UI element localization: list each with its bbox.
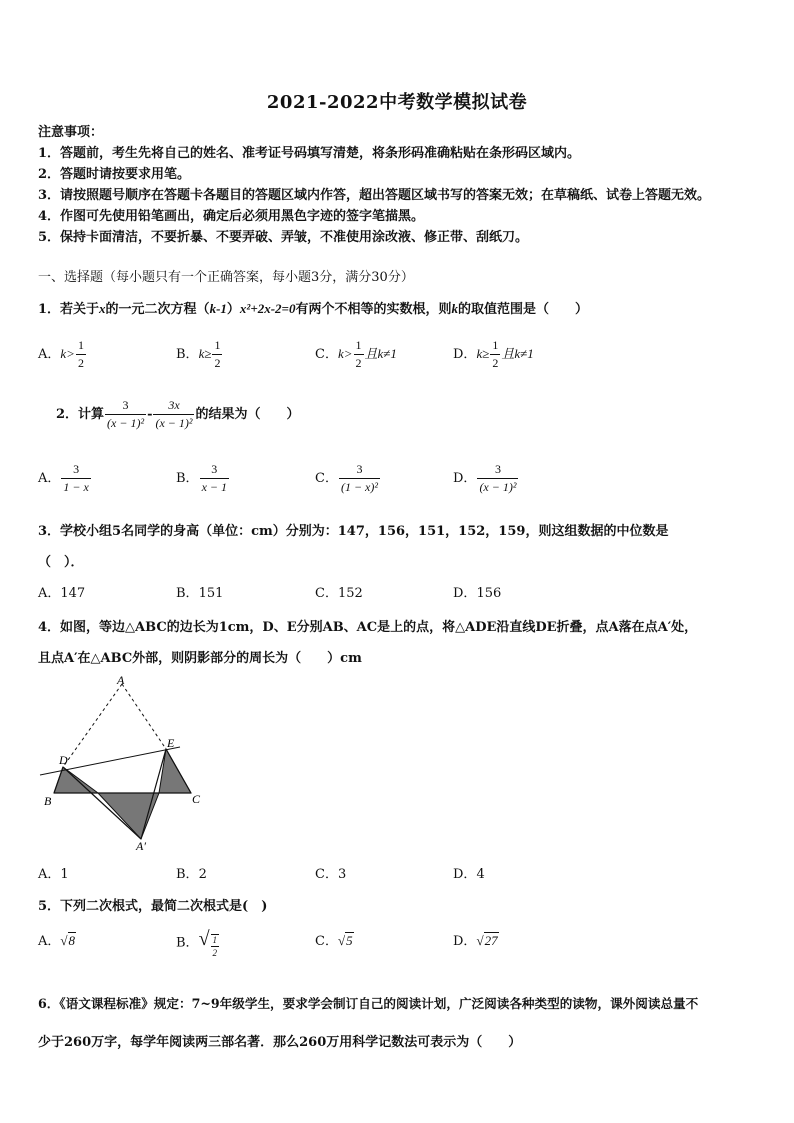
q4-stem: 4．如图，等边△ABC的边长为1cm，D、E分别AB、AC是上的点，将△ADE沿直线DE折叠，点A落在点A′处， <box>38 620 698 635</box>
shaded-triangle-bottom <box>98 793 159 839</box>
label-e: E <box>167 736 175 750</box>
q5-option-c[interactable]: C．√5 <box>315 933 353 949</box>
dashed-ad <box>63 684 122 767</box>
q1-option-d[interactable]: D．k≥ $\frac{1}{2}$ 且k≠1 <box>453 338 534 370</box>
q4-option-c[interactable]: C．3 <box>315 867 347 882</box>
q5-stem: 5．下列二次根式，最简二次根式是( ) <box>38 899 268 914</box>
label-d: D <box>59 753 68 767</box>
q2-option-b[interactable]: B． $\frac{3}{x - 1}$ <box>176 462 227 494</box>
label-b: B <box>44 794 52 808</box>
q3-stem: 3．学校小组5名同学的身高（单位：cm）分别为：147，156，151，152，159，则这组数据的中位数是 <box>38 524 669 539</box>
section-heading: 一、选择题（每小题只有一个正确答案，每小题3分，满分30分） <box>38 270 414 285</box>
q3-option-c[interactable]: C．152 <box>315 586 363 601</box>
page-title: 2021-2022中考数学模拟试卷 <box>266 92 528 113</box>
q1-option-a[interactable]: A．k> $\frac{1}{2}$ <box>38 338 84 370</box>
q2-option-c[interactable]: C． $\frac{3}{\text{(1 − x)²}}$ <box>315 462 378 494</box>
dashed-ae <box>122 684 166 749</box>
q2-option-a[interactable]: A． $\frac{3}{1 - x}$ <box>38 462 89 494</box>
q3-option-a[interactable]: A．147 <box>38 586 86 601</box>
q1-option-c[interactable]: C．k> $\frac{1}{2}$ 且k≠1 <box>315 338 397 370</box>
q4-triangle-figure <box>30 672 220 854</box>
q5-option-a[interactable]: A．√8 <box>38 933 76 949</box>
notice-item-3: 3．请按照题号顺序在答题卡各题目的答题区域内作答，超出答题区域书写的答案无效；在草稿纸、试卷上答题无效。 <box>38 188 711 203</box>
q4-stem-2: 且点A′在△ABC外部，则阴影部分的周长为（ ）cm <box>38 651 362 666</box>
q4-option-d[interactable]: D．4 <box>453 867 485 882</box>
notice-heading: 注意事项： <box>38 125 104 140</box>
q1-stem: 1．若关于x的一元二次方程（k-1）x²+2x-2=0有两个不相等的实数根，则k的取值范围是（ ） <box>38 301 588 317</box>
q6-stem: 6．《语文课程标准》规定：7~9年级学生，要求学会制订自己的阅读计划，广泛阅读各种类型的读物，课外阅读总量不 <box>38 996 699 1011</box>
q5-option-d[interactable]: D．√27 <box>453 933 498 949</box>
label-c: C <box>192 792 201 806</box>
label-a: A <box>117 673 125 687</box>
q4-option-a[interactable]: A．1 <box>38 867 69 882</box>
q2-option-d[interactable]: D． $\frac{3}{\text{(x − 1)²}}$ <box>453 462 517 494</box>
q3-stem-2: （ ）． <box>38 555 84 570</box>
q2-stem: 2．计算 $\frac{3}{\text{(x − 1)²}}$ - $\frac{3x}{\text{(x − 1)²}}$ 的结果为（ ） <box>56 398 300 430</box>
q6-stem-2: 少于260万字，每学年阅读两三部名著．那么260万用科学记数法可表示为（ ） <box>38 1035 522 1050</box>
q3-option-b[interactable]: B．151 <box>176 586 224 601</box>
q5-option-b[interactable]: B．√ $\frac{1}{2}$ <box>176 928 218 958</box>
notice-item-4: 4．作图可先使用铅笔画出，确定后必须用黑色字迹的签字笔描黑。 <box>38 209 425 224</box>
label-a-prime: A′ <box>136 839 146 853</box>
q1-option-b[interactable]: B．k≥ $\frac{1}{2}$ <box>176 338 221 370</box>
q4-option-b[interactable]: B．2 <box>176 867 207 882</box>
notice-item-1: 1．答题前，考生先将自己的姓名、准考证号码填写清楚，将条形码准确粘贴在条形码区域内。 <box>38 146 581 161</box>
notice-item-2: 2．答题时请按要求用笔。 <box>38 167 191 182</box>
notice-item-5: 5．保持卡面清洁，不要折暴、不要弄破、弄皱，不准使用涂改液、修正带、刮纸刀。 <box>38 230 529 245</box>
q3-option-d[interactable]: D．156 <box>453 586 502 601</box>
